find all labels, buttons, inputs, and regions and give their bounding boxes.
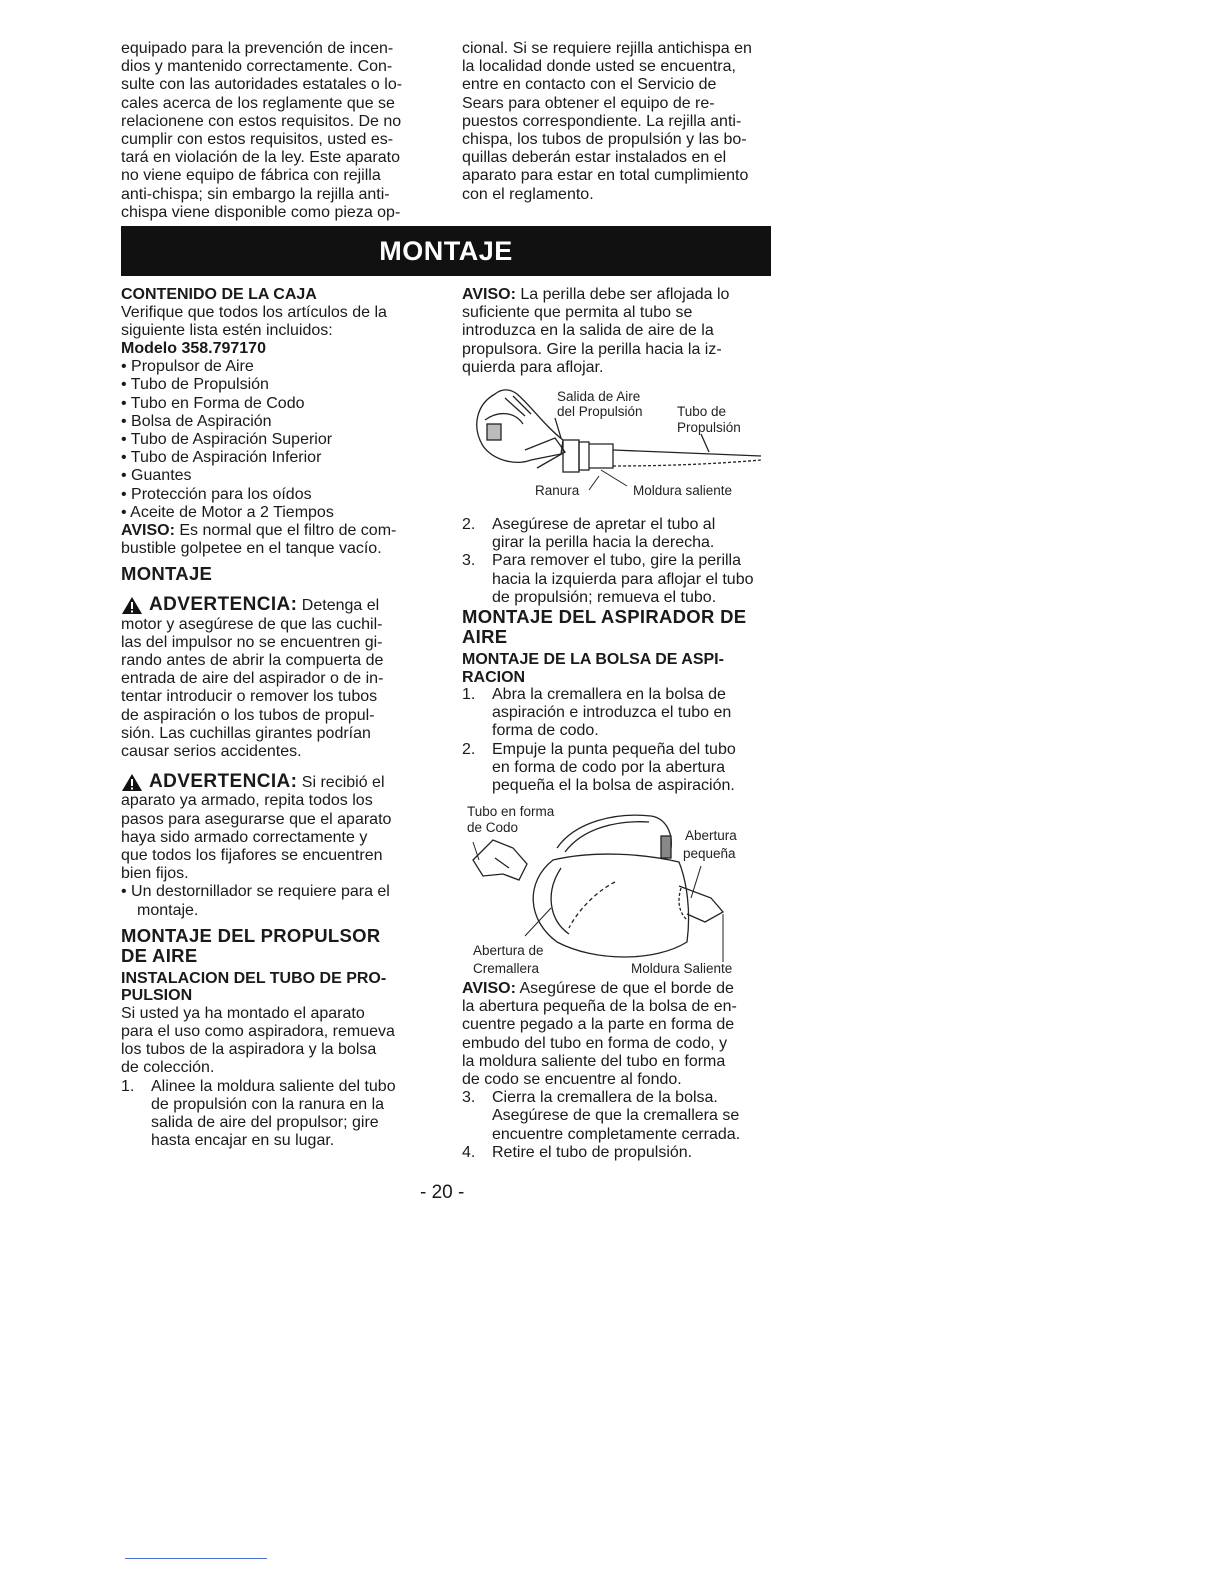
- svg-text:Salida de Aire: Salida de Aire: [557, 389, 641, 404]
- step-3: 3. Para remover el tubo, gire la perilla hacia la izquierda para aflojar el tubo de propulsión; remueva el tubo.: [462, 552, 754, 606]
- svg-text:Tubo de: Tubo de: [677, 404, 727, 419]
- svg-text:Ranura: Ranura: [535, 483, 580, 498]
- warning-icon: [121, 596, 143, 615]
- svg-text:Propulsión: Propulsión: [677, 420, 741, 435]
- footer-rule: [125, 1558, 267, 1559]
- aviso-note: AVISO: La perilla debe ser aflojada lo: [462, 286, 730, 303]
- svg-text:Abertura: Abertura: [685, 828, 737, 843]
- bag-step-2: 2. Empuje la punta pequeña del tubo en forma de codo por la abertura pequeña el la bolsa de aspiración.: [462, 740, 736, 795]
- svg-text:del Propulsión: del Propulsión: [557, 404, 643, 419]
- model-number: Modelo 358.797170: [121, 339, 266, 357]
- warning-1: ADVERTENCIA: Detenga el: [121, 596, 441, 615]
- collection-bag-figure: [465, 802, 765, 980]
- right-column-steps: [462, 516, 782, 795]
- svg-text:Moldura saliente: Moldura saliente: [633, 483, 733, 498]
- bag-step-3: 3. Cierra la cremallera de la bolsa. Asegúrese de que la cremallera se encuentre completamente cerrada.: [462, 1089, 741, 1143]
- bolsa-heading: MONTAJE DE LA BOLSA DE ASPI- RACION: [462, 651, 724, 686]
- list-item: • Tubo de Aspiración Inferior: [121, 449, 322, 467]
- contenido-heading: CONTENIDO DE LA CAJA: [121, 286, 317, 303]
- svg-text:Moldura Saliente: Moldura Saliente: [631, 961, 733, 976]
- top-left-paragraph: equipado para la prevención de incen- dios y mantenido correctamente. Con- sulte con las autoridades estatales o lo- cales acerca de los reglamente que se relacionene con estos requisitos. De no cumplir con estos requisitos, usted es- tará en violación de la ley. Este aparato no viene equipo de fábrica con rejilla anti-chispa; sin embargo la rejilla anti- chispa viene disponible como pieza op-: [121, 40, 403, 221]
- list-item: • Tubo en Forma de Codo: [121, 394, 305, 412]
- bag-step-1: 1. Abra la cremallera en la bolsa de aspiración e introduzca el tubo en forma de codo.: [462, 686, 732, 740]
- aspirador-heading: MONTAJE DEL ASPIRADOR DE AIRE: [462, 606, 747, 648]
- list-item: • Propulsor de Aire: [121, 358, 254, 376]
- right-column-bottom: AVISO: Asegúrese de que el borde de la abertura pequeña de la bolsa de en- cuentre pegado a la parte en forma de embudo del tubo en forma de codo, y la moldura saliente del tubo en forma de codo se encuentre al fondo. 3. Cierra la cremallera de la bolsa. Asegúrese de que la cremallera se encuentre completamente cerrada. 4. Retire el tubo de propulsión.: [462, 980, 782, 1162]
- list-item: • Aceite de Motor a 2 Tiempos: [121, 503, 334, 521]
- left-column: CONTENIDO DE LA CAJA Verifique que todos los artículos de la siguiente lista estén incluidos: Modelo 358.797170 • Propulsor de Aire • Tubo de Propulsión • Tubo en Forma de Codo • Bolsa de Aspiración • Tubo de Aspiración Superior • Tubo de Aspiración Inferior • Guantes • Protección para los oídos • Aceite de Motor a 2 Tiempos AVISO: Es normal que el filtro de com- bustible golpetee en el tanque vacío. MONTAJE ADVERTENCIA: Detenga el motor y asegúrese de que las cuchil- las del impulsor no se encuentren gi- rando antes de abrir la compuerta de entrada de aire del aspirador o de in- tentar introducir o remover los tubos de aspiración o los tubos de propul- sión. Las cuchillas girantes podrían causar serios accidentes. ADVERTENCIA: Si recibió el aparato ya armado, repita todos los pasos para asegurarse que el aparato haya sido armado correctamente y que todos los fijafores se encuentren bien fijos. • Un destornillador se requiere para el montaje. MONTAJE DEL PROPULSOR DE AIRE INSTALACION DEL TUBO DE PRO- PULSION Si usted ya ha montado el aparato para el uso como aspiradora, remueva los tubos de la aspiradora y la bolsa de colección. 1. Alinee la moldura saliente del tubo de propulsión con la ranura en la salida de aire del propulsor; gire hasta encajar en su lugar.: [121, 286, 441, 1150]
- montaje-heading: MONTAJE: [121, 563, 213, 585]
- aviso-note: AVISO: Es normal que el filtro de com-: [121, 521, 397, 539]
- warning-2: ADVERTENCIA: Si recibió el: [121, 773, 441, 792]
- list-item: • Guantes: [121, 467, 192, 485]
- contents-list: [121, 358, 441, 522]
- svg-text:de Codo: de Codo: [467, 820, 519, 835]
- right-column-top: AVISO: La perilla debe ser aflojada lo suficiente que permita al tubo se introduzca en la salida de aire de la propulsora. Gire la perilla hacia la iz- quierda para aflojar.: [462, 286, 782, 377]
- list-item: • Bolsa de Aspiración: [121, 412, 272, 430]
- instalacion-heading: INSTALACION DEL TUBO DE PRO- PULSION: [121, 969, 387, 1005]
- bag-step-4: 4. Retire el tubo de propulsión.: [462, 1143, 693, 1161]
- list-item: • Protección para los oídos: [121, 485, 312, 503]
- propulsor-heading: MONTAJE DEL PROPULSOR DE AIRE: [121, 924, 381, 966]
- aviso-note: AVISO: Asegúrese de que el borde de: [462, 980, 734, 997]
- list-item: • Tubo de Propulsión: [121, 376, 269, 394]
- svg-text:pequeña: pequeña: [683, 846, 736, 861]
- top-right-paragraph: cional. Si se requiere rejilla antichispa en la localidad donde usted se encuentra, entre en contacto con el Servicio de Sears para obtener el equipo de re- puestos correspondiente. La rejilla anti- chispa, los tubos de propulsión y las bo- quillas deberán estar instalados en el aparato para estar en total cumplimiento con el reglamento.: [462, 40, 752, 203]
- step-2: 2. Asegúrese de apretar el tubo al girar la perilla hacia la derecha.: [462, 516, 716, 552]
- propulsion-tube-figure: [465, 380, 765, 505]
- svg-text:Cremallera: Cremallera: [473, 961, 540, 976]
- section-banner: MONTAJE: [121, 226, 771, 276]
- list-item: • Un destornillador se requiere para el: [121, 883, 390, 901]
- step-1: 1. Alinee la moldura saliente del tubo de propulsión con la ranura en la salida de aire del propulsor; gire hasta encajar en su lugar.: [121, 1077, 396, 1150]
- page-number: - 20 -: [420, 1182, 465, 1203]
- warning-icon: [121, 773, 143, 792]
- svg-text:Tubo en forma: Tubo en forma: [467, 804, 555, 819]
- list-item: • Tubo de Aspiración Superior: [121, 430, 333, 448]
- svg-text:Abertura de: Abertura de: [473, 943, 544, 958]
